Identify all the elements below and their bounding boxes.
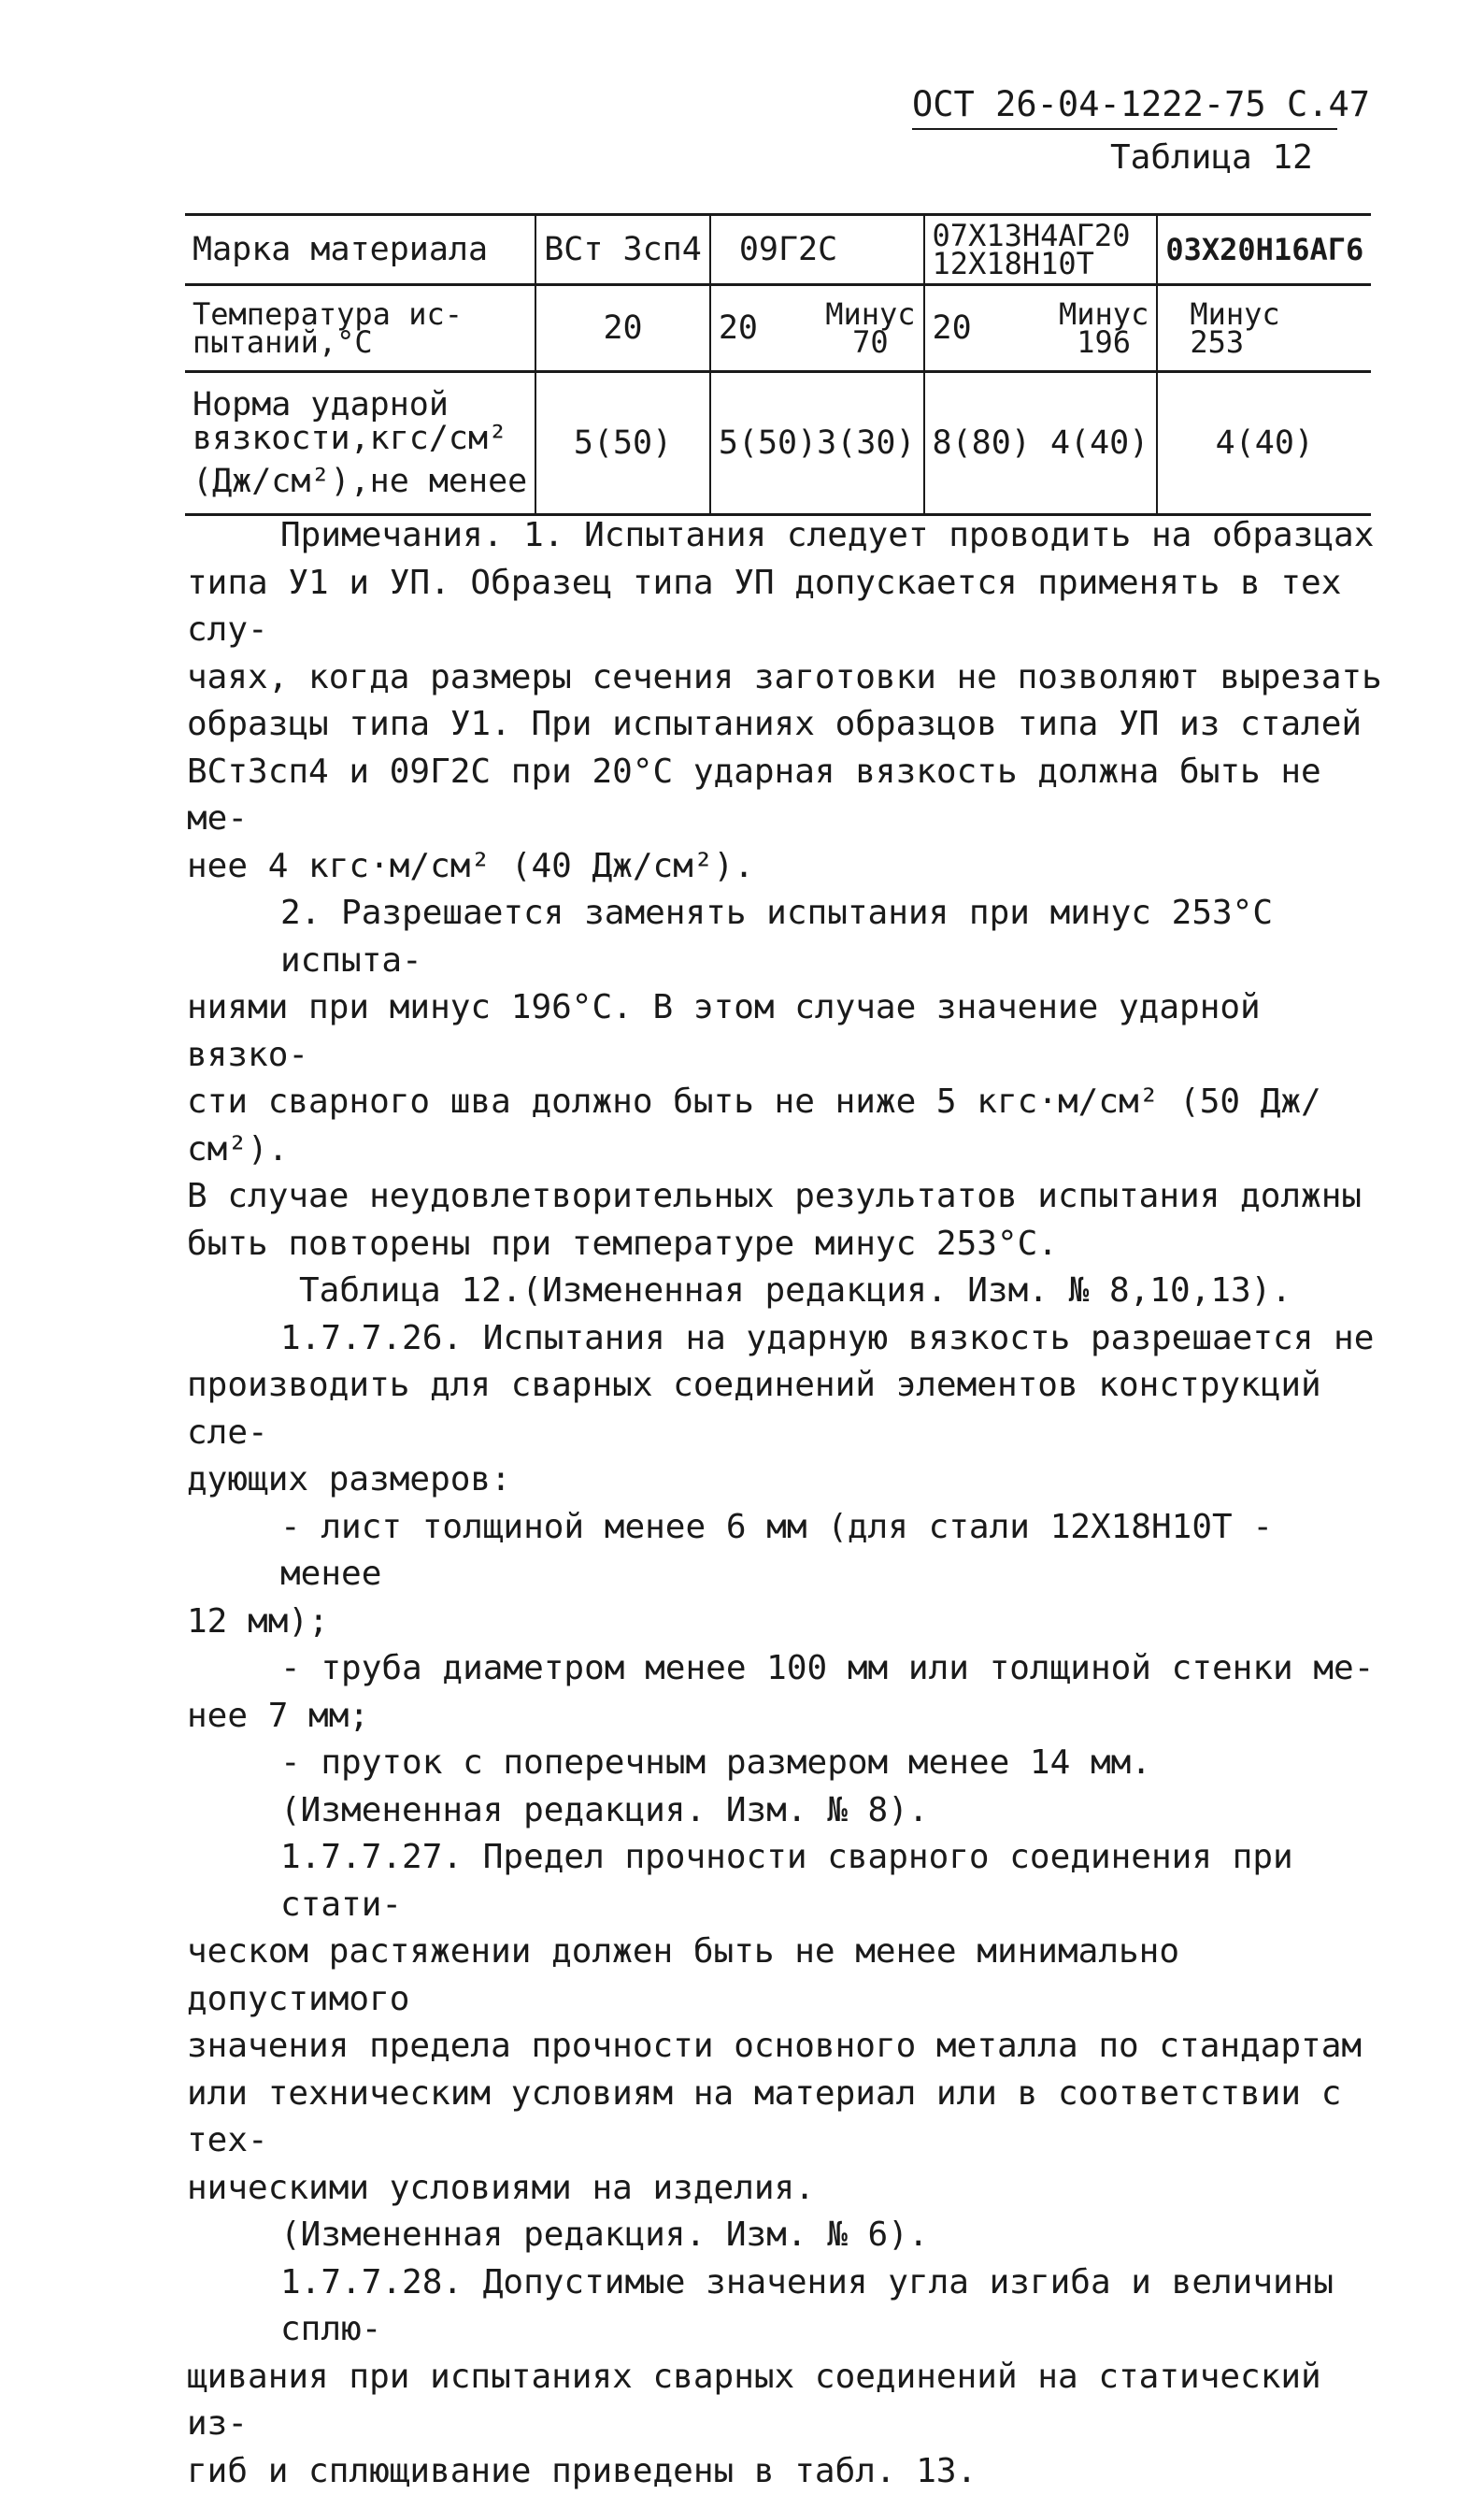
cell-temperature-1: 20	[535, 285, 710, 372]
cell-norm-4: 4(40)	[1157, 372, 1371, 515]
table-amendment-note: Таблица 12.(Измененная редакция. Изм. № 8,10,13).	[187, 1268, 1392, 1315]
clause-27-line5: ническими условиями на изделия.	[187, 2165, 1392, 2213]
clause-28-line1: 1.7.7.28. Допустимые значения угла изгиба и величины сплю-	[187, 2259, 1392, 2354]
note-2-line5: быть повторены при температуре минус 253°С.	[187, 1221, 1392, 1269]
clause-26-line3: дующих размеров:	[187, 1456, 1392, 1504]
cell-temperature-3b	[1059, 300, 1149, 356]
table-row-temperature	[185, 285, 1371, 372]
clause-27-line4: или техническим условиям на материал или в соответствии с тех-	[187, 2071, 1392, 2165]
cell-temperature-3b-line1: Минус	[1059, 300, 1149, 328]
table-row-norm	[185, 372, 1371, 515]
note-2-line3: сти сварного шва должно быть не ниже 5 кгс·м/см² (50 Дж/см²).	[187, 1079, 1392, 1173]
cell-temperature-2a: 20	[719, 311, 758, 345]
table-row-material	[185, 215, 1371, 285]
note-1-line2: типа У1 и УП. Образец типа УП допускается применять в тех слу-	[187, 560, 1392, 654]
cell-norm-3a: 8(80)	[933, 424, 1031, 462]
clause-27-line3: значения предела прочности основного металла по стандартам	[187, 2023, 1392, 2071]
cell-material-3-line1: 07Х13Н4АГ20	[933, 222, 1149, 250]
note-2-line2: ниями при минус 196°С. В этом случае значение ударной вязко-	[187, 984, 1392, 1079]
list-item-bar: - пруток с поперечным размером менее 14 мм.	[187, 1740, 1392, 1787]
clause-27-line2: ческом растяжении должен быть не менее минимально допустимого	[187, 1929, 1392, 2023]
list-item-sheet-line1: - лист толщиной менее 6 мм (для стали 12Х18Н10Т - менее	[187, 1504, 1392, 1599]
clause-28-line3: гиб и сплющивание приведены в табл. 13.	[187, 2448, 1392, 2495]
amendment-note-6: (Измененная редакция. Изм. № 6).	[187, 2212, 1392, 2259]
cell-temperature-3b-line2: 196	[1059, 328, 1149, 356]
impact-toughness-table	[185, 213, 1371, 516]
cell-temperature-4-line1: Минус	[1190, 300, 1363, 328]
cell-temperature-3	[924, 285, 1158, 372]
cell-norm-label-line3: (Дж/см²),не менее	[193, 465, 527, 498]
cell-norm-label	[185, 372, 535, 515]
cell-material-2: 09Г2С	[710, 215, 924, 285]
clause-26-line2: производить для сварных соединений элементов конструкций сле-	[187, 1362, 1392, 1456]
clause-27-line1: 1.7.7.27. Предел прочности сварного соединения при стати-	[187, 1834, 1392, 1929]
cell-norm-3b: 4(40)	[1050, 424, 1149, 462]
table-caption: Таблица 12	[1110, 138, 1313, 177]
cell-material-3	[924, 215, 1158, 285]
cell-temperature-2b	[825, 300, 915, 356]
cell-temperature-4	[1157, 285, 1371, 372]
note-1-line3: чаях, когда размеры сечения заготовки не позволяют вырезать	[187, 654, 1392, 702]
clause-28-line2: щивания при испытаниях сварных соединений на статический из-	[187, 2354, 1392, 2448]
cell-material-1: ВСт 3сп4	[535, 215, 710, 285]
document-code: ОСТ 26-04-1222-75 С.47	[912, 84, 1337, 130]
cell-norm-label-line1: Норма ударной	[193, 388, 527, 422]
cell-norm-2	[710, 372, 924, 515]
cell-norm-label-line2: вязкости,кгс/см²	[193, 422, 527, 455]
cell-temperature-4-line2: 253	[1190, 328, 1363, 356]
cell-norm-3	[924, 372, 1158, 515]
cell-temperature-2b-line2: 70	[825, 328, 915, 356]
list-item-sheet-line2: 12 мм);	[187, 1599, 1392, 1646]
document-body	[187, 512, 1392, 2495]
clause-26-line1: 1.7.7.26. Испытания на ударную вязкость разрешается не	[187, 1315, 1392, 1363]
cell-temperature-2	[710, 285, 924, 372]
list-item-pipe-line2: нее 7 мм;	[187, 1693, 1392, 1741]
cell-temperature-label	[185, 285, 535, 372]
cell-norm-2b: 3(30)	[817, 424, 915, 462]
cell-material-4: 03Х20Н16АГ6	[1157, 215, 1371, 285]
note-2-line1: 2. Разрешается заменять испытания при минус 253°С испыта-	[187, 890, 1392, 984]
cell-temperature-label-line1: Температура ис-	[193, 300, 527, 328]
cell-norm-2a: 5(50)	[719, 424, 817, 462]
note-2-line4: В случае неудовлетворительных результатов испытания должны	[187, 1173, 1392, 1221]
list-item-pipe-line1: - труба диаметром менее 100 мм или толщиной стенки ме-	[187, 1645, 1392, 1693]
cell-temperature-2b-line1: Минус	[825, 300, 915, 328]
note-1-line4: образцы типа У1. При испытаниях образцов типа УП из сталей	[187, 701, 1392, 749]
cell-material-label: Марка материала	[185, 215, 535, 285]
note-1-line1: Примечания. 1. Испытания следует проводить на образцах	[187, 512, 1392, 560]
cell-norm-1: 5(50)	[535, 372, 710, 515]
note-1-line5: ВСт3сп4 и 09Г2С при 20°С ударная вязкость должна быть не ме-	[187, 749, 1392, 843]
note-1-line6: нее 4 кгс·м/см² (40 Дж/см²).	[187, 843, 1392, 891]
cell-material-3-line2: 12Х18Н10Т	[933, 250, 1149, 278]
cell-temperature-3a: 20	[933, 311, 972, 345]
cell-temperature-label-line2: пытаний,°С	[193, 328, 527, 356]
amendment-note-8: (Измененная редакция. Изм. № 8).	[187, 1787, 1392, 1835]
